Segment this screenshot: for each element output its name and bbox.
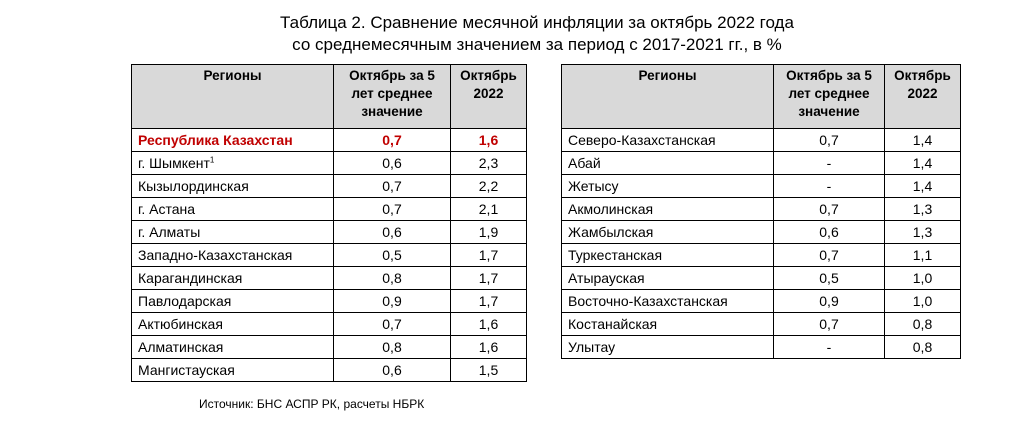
table-row — [132, 152, 527, 175]
footnote-marker: 1 — [209, 155, 215, 165]
table-row — [562, 129, 961, 152]
oct2022-value-cell: 1,4 — [885, 175, 961, 198]
avg-value-cell: - — [774, 175, 885, 198]
title-line-2: со среднемесячным значением за период с 2017-2021 гг., в % — [292, 35, 782, 54]
avg-value-cell: 0,7 — [334, 313, 451, 336]
oct2022-value-cell: 1,0 — [885, 290, 961, 313]
table-row — [132, 290, 527, 313]
region-cell — [562, 175, 774, 198]
header-oct2022: Октябрь 2022 — [451, 65, 527, 129]
region-name: Жетысу — [568, 178, 619, 194]
oct2022-value-cell: 1,7 — [451, 267, 527, 290]
region-name: Западно-Казахстанская — [138, 247, 293, 263]
oct2022-value-cell: 2,2 — [451, 175, 527, 198]
table-row — [132, 313, 527, 336]
table-row — [132, 221, 527, 244]
header-oct2022: Октябрь 2022 — [885, 65, 961, 129]
oct2022-value-cell: 2,1 — [451, 198, 527, 221]
table-row — [562, 198, 961, 221]
region-name: Жамбылская — [568, 224, 654, 240]
region-name: Республика Казахстан — [138, 132, 293, 148]
region-name: г. Астана — [138, 201, 196, 217]
region-cell — [562, 267, 774, 290]
oct2022-value-cell: 1,6 — [451, 336, 527, 359]
header-avg5: Октябрь за 5 лет среднее значение — [334, 65, 451, 129]
region-name: Улытау — [568, 339, 616, 355]
header-region: Регионы — [132, 65, 334, 129]
table-row — [562, 221, 961, 244]
avg-value-cell: 0,6 — [334, 221, 451, 244]
table-row — [132, 175, 527, 198]
region-name: Атырауская — [568, 270, 645, 286]
avg-value-cell: 0,7 — [334, 198, 451, 221]
table-row — [132, 198, 527, 221]
region-cell — [562, 152, 774, 175]
region-name: г. Шымкент — [138, 155, 210, 171]
table-row — [132, 244, 527, 267]
region-name: Актюбинская — [138, 316, 223, 332]
region-cell — [132, 175, 334, 198]
region-cell — [562, 290, 774, 313]
region-name: Северо-Казахстанская — [568, 132, 716, 148]
table-row — [132, 267, 527, 290]
avg-value-cell: 0,9 — [334, 290, 451, 313]
left-table — [131, 64, 527, 382]
region-cell — [562, 313, 774, 336]
avg-value-cell: 0,6 — [774, 221, 885, 244]
region-name: Туркестанская — [568, 247, 663, 263]
avg-value-cell: 0,7 — [774, 198, 885, 221]
region-name: Алматинская — [138, 339, 224, 355]
oct2022-value-cell: 1,1 — [885, 244, 961, 267]
oct2022-value-cell: 1,6 — [451, 129, 527, 152]
table-row — [132, 336, 527, 359]
table-row — [562, 336, 961, 359]
region-cell — [132, 359, 334, 382]
region-cell — [132, 313, 334, 336]
header-region: Регионы — [562, 65, 774, 129]
oct2022-value-cell: 0,8 — [885, 336, 961, 359]
table-row — [132, 129, 527, 152]
table-row — [562, 244, 961, 267]
oct2022-value-cell: 1,9 — [451, 221, 527, 244]
avg-value-cell: 0,8 — [334, 336, 451, 359]
table-row — [132, 359, 527, 382]
oct2022-value-cell: 0,8 — [885, 313, 961, 336]
avg-value-cell: 0,5 — [334, 244, 451, 267]
region-name: Карагандинская — [138, 270, 243, 286]
region-cell — [132, 221, 334, 244]
region-cell — [562, 244, 774, 267]
table-title — [0, 12, 1024, 56]
oct2022-value-cell: 1,6 — [451, 313, 527, 336]
region-name: Мангистауская — [138, 362, 235, 378]
table-row — [562, 313, 961, 336]
avg-value-cell: 0,8 — [334, 267, 451, 290]
right-table — [561, 64, 961, 359]
oct2022-value-cell: 1,7 — [451, 244, 527, 267]
oct2022-value-cell: 1,3 — [885, 198, 961, 221]
region-name: Кызылординская — [138, 178, 249, 194]
region-name: г. Алматы — [138, 224, 201, 240]
avg-value-cell: 0,6 — [334, 152, 451, 175]
region-cell — [132, 152, 334, 175]
table-row — [562, 267, 961, 290]
region-name: Акмолинская — [568, 201, 654, 217]
avg-value-cell: - — [774, 336, 885, 359]
avg-value-cell: 0,7 — [774, 313, 885, 336]
table-row — [562, 175, 961, 198]
region-cell — [562, 129, 774, 152]
oct2022-value-cell: 1,0 — [885, 267, 961, 290]
source-note: Источник: БНС АСПР РК, расчеты НБРК — [199, 397, 425, 411]
region-cell — [132, 290, 334, 313]
region-cell — [132, 336, 334, 359]
avg-value-cell: 0,7 — [774, 244, 885, 267]
avg-value-cell: - — [774, 152, 885, 175]
region-name: Восточно-Казахстанская — [568, 293, 728, 309]
table-row — [562, 152, 961, 175]
region-cell — [132, 198, 334, 221]
region-name: Костанайская — [568, 316, 658, 332]
oct2022-value-cell: 1,4 — [885, 129, 961, 152]
avg-value-cell: 0,7 — [774, 129, 885, 152]
avg-value-cell: 0,6 — [334, 359, 451, 382]
oct2022-value-cell: 1,7 — [451, 290, 527, 313]
oct2022-value-cell: 1,4 — [885, 152, 961, 175]
region-cell — [132, 267, 334, 290]
avg-value-cell: 0,5 — [774, 267, 885, 290]
region-cell — [562, 221, 774, 244]
region-name: Абай — [568, 155, 601, 171]
region-cell — [132, 129, 334, 152]
oct2022-value-cell: 2,3 — [451, 152, 527, 175]
avg-value-cell: 0,7 — [334, 175, 451, 198]
region-name: Павлодарская — [138, 293, 232, 309]
avg-value-cell: 0,7 — [334, 129, 451, 152]
header-avg5: Октябрь за 5 лет среднее значение — [774, 65, 885, 129]
region-cell — [132, 244, 334, 267]
table-row — [562, 290, 961, 313]
region-cell — [562, 336, 774, 359]
oct2022-value-cell: 1,3 — [885, 221, 961, 244]
region-cell — [562, 198, 774, 221]
oct2022-value-cell: 1,5 — [451, 359, 527, 382]
avg-value-cell: 0,9 — [774, 290, 885, 313]
title-line-1: Таблица 2. Сравнение месячной инфляции за октябрь 2022 года — [280, 13, 794, 32]
